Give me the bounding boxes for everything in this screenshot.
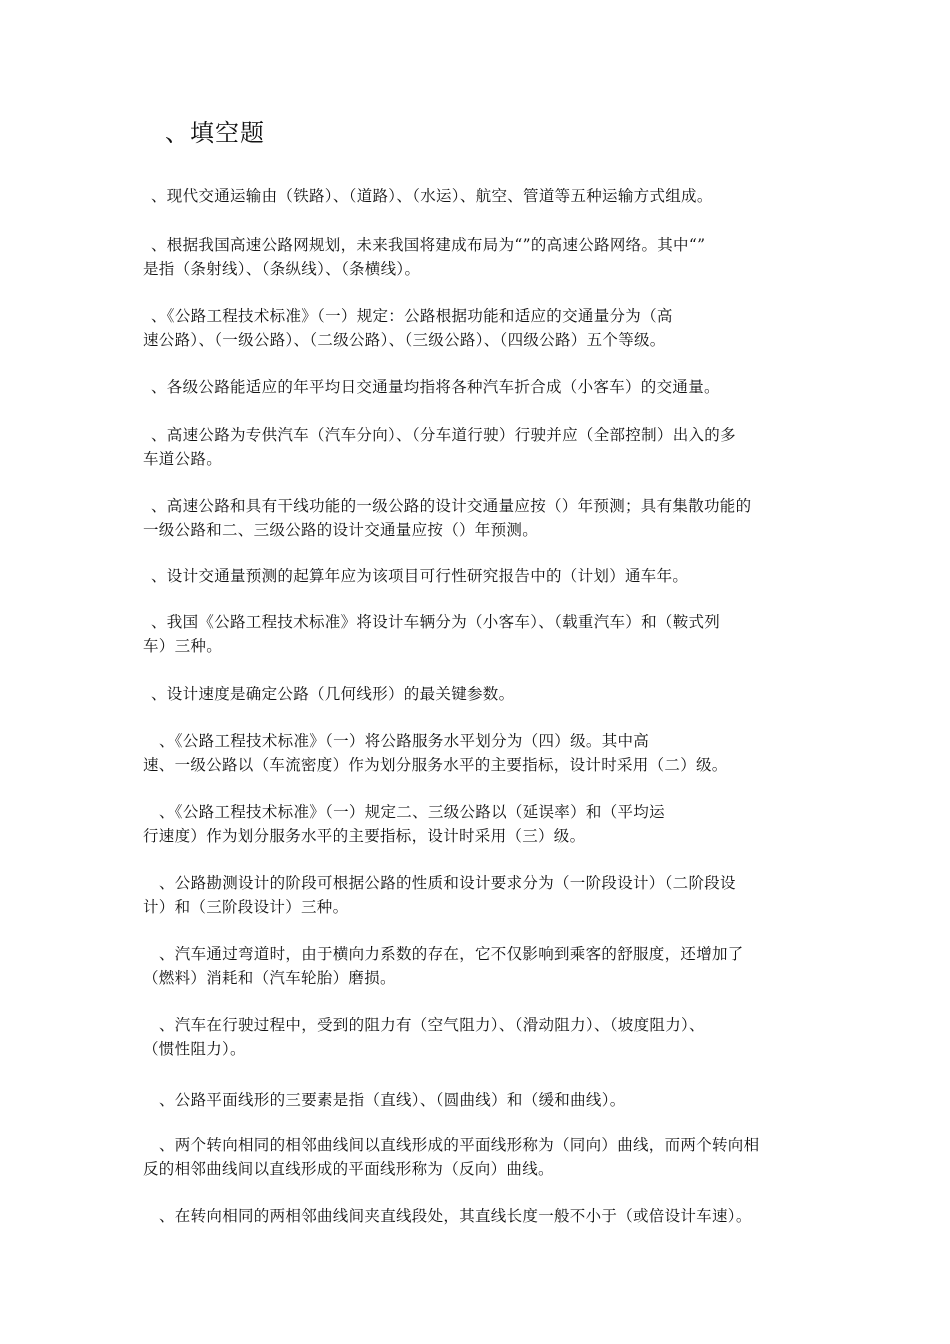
- question-16: [143, 1133, 823, 1181]
- question-line: 计）和（三阶段设计）三种。: [143, 898, 349, 916]
- question-line: 一级公路和二、三级公路的设计交通量应按（）年预测。: [143, 521, 539, 539]
- question-8: [143, 610, 823, 658]
- question-line: 车）三种。: [143, 637, 223, 655]
- question-line: 、在转向相同的两相邻曲线间夹直线段处，其直线长度一般不小于（或倍设计车速）。: [159, 1207, 752, 1225]
- question-line: 、我国《公路工程技术标准》将设计车辆分为（小客车）、（载重汽车）和（鞍式列: [151, 613, 721, 631]
- question-line: 行速度）作为划分服务水平的主要指标，设计时采用（三）级。: [143, 827, 586, 845]
- question-line: 、公路平面线形的三要素是指（直线）、（圆曲线）和（缓和曲线）。: [159, 1091, 626, 1109]
- question-line: 、设计速度是确定公路（几何线形）的最关键参数。: [151, 685, 515, 703]
- question-9: [143, 682, 823, 706]
- question-line: 、汽车通过弯道时，由于横向力系数的存在，它不仅影响到乘客的舒服度，还增加了: [159, 945, 744, 963]
- question-line: 车道公路。: [143, 450, 223, 468]
- question-10: [143, 729, 823, 777]
- question-line: 、现代交通运输由（铁路）、（道路）、（水运）、航空、管道等五种运输方式组成。: [151, 187, 713, 205]
- question-line: 速、一级公路以（车流密度）作为划分服务水平的主要指标，设计时采用（二）级。: [143, 756, 728, 774]
- question-line: （惯性阻力）。: [143, 1040, 246, 1058]
- question-7: [143, 564, 823, 588]
- question-line: 、高速公路为专供汽车（汽车分向）、（分车道行驶）行驶并应（全部控制）出入的多: [151, 426, 736, 444]
- question-line: 、设计交通量预测的起算年应为该项目可行性研究报告中的（计划）通车年。: [151, 567, 689, 585]
- question-17: [143, 1204, 823, 1228]
- question-line: 反的相邻曲线间以直线形成的平面线形称为（反向）曲线。: [143, 1160, 554, 1178]
- question-11: [143, 800, 823, 848]
- question-3: [143, 304, 823, 352]
- question-6: [143, 494, 823, 542]
- question-12: [143, 871, 823, 919]
- question-line: 、《公路工程技术标准》（一）规定：公路根据功能和适应的交通量分为（高: [151, 307, 673, 325]
- question-line: 、《公路工程技术标准》（一）将公路服务水平划分为（四）级。其中高: [159, 732, 650, 750]
- question-15: [143, 1088, 823, 1112]
- question-line: 、根据我国高速公路网规划，未来我国将建成布局为“”的高速公路网络。其中“”: [151, 236, 706, 254]
- question-line: 、《公路工程技术标准》（一）规定二、三级公路以（延误率）和（平均运: [159, 803, 665, 821]
- question-line: 、两个转向相同的相邻曲线间以直线形成的平面线形称为（同向）曲线，而两个转向相: [159, 1136, 760, 1154]
- question-line: 、各级公路能适应的年平均日交通量均指将各种汽车折合成（小客车）的交通量。: [151, 378, 720, 396]
- question-line: 、高速公路和具有干线功能的一级公路的设计交通量应按（）年预测；具有集散功能的: [151, 497, 752, 515]
- section-title: 、填空题: [165, 119, 265, 147]
- question-line: 速公路）、（一级公路）、（二级公路）、（三级公路）、（四级公路）五个等级。: [143, 331, 666, 349]
- question-line: 、公路勘测设计的阶段可根据公路的性质和设计要求分为（一阶段设计）（二阶段设: [159, 874, 736, 892]
- question-1: [143, 184, 823, 208]
- question-5: [143, 423, 823, 471]
- question-13: [143, 942, 823, 990]
- question-4: [143, 375, 823, 399]
- question-line: 是指（条射线）、（条纵线）、（条横线）。: [143, 260, 421, 278]
- question-line: 、汽车在行驶过程中，受到的阻力有（空气阻力）、（滑动阻力）、（坡度阻力）、: [159, 1016, 705, 1034]
- question-line: （燃料）消耗和（汽车轮胎）磨损。: [143, 969, 396, 987]
- question-2: [143, 233, 823, 281]
- question-14: [143, 1013, 823, 1061]
